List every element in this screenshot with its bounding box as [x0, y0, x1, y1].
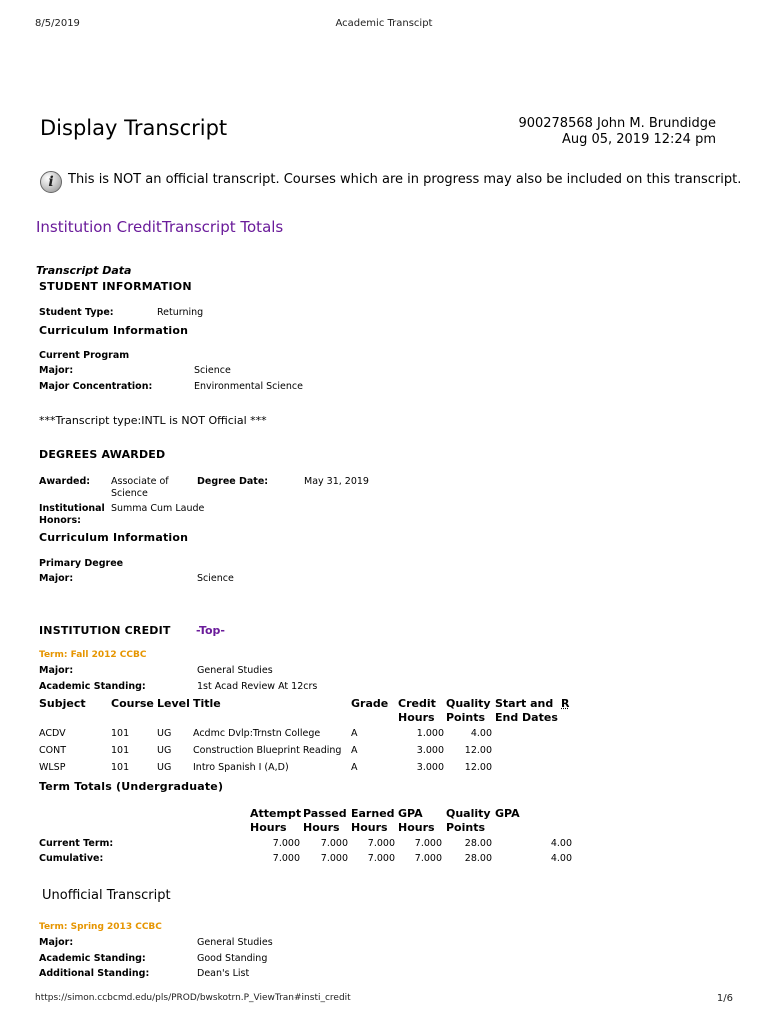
course-credit: 1.000 [416, 728, 444, 739]
totals-passed: 7.000 [320, 853, 348, 864]
col-title: Title [193, 697, 221, 710]
totals-gpa: 4.00 [550, 838, 572, 849]
term1-major-value: General Studies [197, 665, 273, 676]
col-level: Level [157, 697, 190, 710]
totals-quality: 28.00 [464, 853, 492, 864]
term2-additional-value: Dean's List [197, 968, 250, 979]
course-level: UG [157, 728, 172, 739]
awarded-value-line2: Science [111, 488, 148, 499]
degree-major-value: Science [197, 573, 234, 584]
totals-attempt: 7.000 [272, 838, 300, 849]
print-doc-title: Academic Transcipt [335, 18, 433, 29]
unofficial-transcript-label: Unofficial Transcript [42, 888, 171, 903]
col-course: Course [111, 697, 154, 710]
col-credit-2: Hours [398, 711, 435, 724]
course-grade: A [351, 728, 358, 739]
col-quality-1: Quality [446, 697, 491, 710]
curriculum-heading: Curriculum Information [39, 324, 189, 337]
course-subject: ACDV [39, 728, 66, 739]
totals-row-label: Cumulative: [39, 853, 104, 864]
degrees-heading: DEGREES AWARDED [39, 448, 166, 461]
term-totals-heading: Term Totals (Undergraduate) [39, 780, 224, 793]
col-total-quality-1: Quality [446, 807, 491, 820]
degree-date-value: May 31, 2019 [304, 476, 369, 487]
concentration-value: Environmental Science [194, 381, 303, 392]
awarded-label: Awarded: [39, 476, 91, 487]
col-total-quality-2: Points [446, 821, 486, 834]
notice-text: This is NOT an official transcript. Courses which are in progress may also be included on this transcript. [68, 172, 742, 187]
transcript-type-note: ***Transcript type:INTL is NOT Official *** [39, 414, 267, 427]
term1-major-label: Major: [39, 665, 74, 676]
col-gpa-hours-1: GPA [398, 807, 423, 820]
student-type-value: Returning [157, 307, 204, 318]
degree-major-label: Major: [39, 573, 74, 584]
totals-earned: 7.000 [367, 838, 395, 849]
term2-major-label: Major: [39, 937, 74, 948]
page-title: Display Transcript [40, 116, 228, 140]
link-institution-credit[interactable]: Institution Credit [36, 218, 162, 236]
col-attempt-2: Hours [250, 821, 287, 834]
col-r: R [561, 697, 570, 710]
col-passed-2: Hours [303, 821, 340, 834]
totals-gpa-hours: 7.000 [414, 838, 442, 849]
term-spring-2013: Term: Spring 2013 CCBC [39, 922, 162, 932]
col-start-2: End Dates [495, 711, 558, 724]
course-number: 101 [111, 762, 130, 773]
course-number: 101 [111, 728, 130, 739]
course-title: Intro Spanish I (A,D) [193, 762, 289, 773]
honors-value: Summa Cum Laude [111, 503, 205, 514]
term-fall-2012: Term: Fall 2012 CCBC [39, 650, 147, 660]
awarded-value-line1: Associate of [111, 476, 169, 487]
page-timestamp: Aug 05, 2019 12:24 pm [561, 132, 716, 147]
course-number: 101 [111, 745, 130, 756]
top-link[interactable]: -Top- [196, 624, 225, 637]
col-start-1: Start and [495, 697, 554, 710]
course-subject: CONT [39, 745, 67, 756]
honors-label-line1: Institutional [39, 503, 105, 514]
term2-standing-value: Good Standing [197, 953, 268, 964]
course-subject: WLSP [39, 762, 66, 773]
col-quality-2: Points [446, 711, 486, 724]
totals-row-label: Current Term: [39, 838, 114, 849]
link-transcript-totals[interactable]: Transcript Totals [162, 218, 284, 236]
col-passed-1: Passed [303, 807, 347, 820]
degree-curriculum-heading: Curriculum Information [39, 531, 189, 544]
info-icon: i [40, 171, 62, 193]
course-quality: 12.00 [464, 745, 492, 756]
degree-date-label: Degree Date: [197, 476, 269, 487]
course-title: Construction Blueprint Reading [193, 745, 342, 756]
course-title: Acdmc Dvlp:Trnstn College [193, 728, 321, 739]
student-id-name: 900278568 John M. Brundidge [518, 116, 716, 131]
col-subject: Subject [39, 697, 86, 710]
term1-standing-label: Academic Standing: [39, 681, 146, 692]
print-footer-url: https://simon.ccbcmd.edu/pls/PROD/bwskotrn.P_ViewTran#insti_credit [35, 993, 351, 1003]
current-program-label: Current Program [39, 350, 130, 361]
major-value: Science [194, 365, 231, 376]
course-level: UG [157, 762, 172, 773]
totals-attempt: 7.000 [272, 853, 300, 864]
course-quality: 4.00 [470, 728, 492, 739]
course-level: UG [157, 745, 172, 756]
course-quality: 12.00 [464, 762, 492, 773]
totals-passed: 7.000 [320, 838, 348, 849]
student-info-heading: STUDENT INFORMATION [39, 280, 192, 293]
course-credit: 3.000 [416, 745, 444, 756]
term2-major-value: General Studies [197, 937, 273, 948]
totals-quality: 28.00 [464, 838, 492, 849]
course-credit: 3.000 [416, 762, 444, 773]
student-type-label: Student Type: [39, 307, 114, 318]
major-label: Major: [39, 365, 74, 376]
transcript-data-caption: Transcript Data [36, 264, 132, 277]
print-footer-page: 1/6 [716, 993, 733, 1004]
col-earned-1: Earned [351, 807, 395, 820]
col-gpa: GPA [495, 807, 520, 820]
primary-degree-label: Primary Degree [39, 558, 124, 569]
term2-additional-label: Additional Standing: [39, 968, 150, 979]
term2-standing-label: Academic Standing: [39, 953, 146, 964]
honors-label-line2: Honors: [39, 515, 81, 526]
col-gpa-hours-2: Hours [398, 821, 435, 834]
col-attempt-1: Attempt [250, 807, 302, 820]
institution-credit-heading: INSTITUTION CREDIT [39, 624, 171, 637]
totals-earned: 7.000 [367, 853, 395, 864]
term1-standing-value: 1st Acad Review At 12crs [197, 681, 318, 692]
col-earned-2: Hours [351, 821, 388, 834]
print-date: 8/5/2019 [35, 18, 80, 29]
totals-gpa-hours: 7.000 [414, 853, 442, 864]
col-grade: Grade [351, 697, 389, 710]
course-grade: A [351, 745, 358, 756]
course-grade: A [351, 762, 358, 773]
totals-gpa: 4.00 [550, 853, 572, 864]
concentration-label: Major Concentration: [39, 381, 153, 392]
col-credit-1: Credit [398, 697, 436, 710]
